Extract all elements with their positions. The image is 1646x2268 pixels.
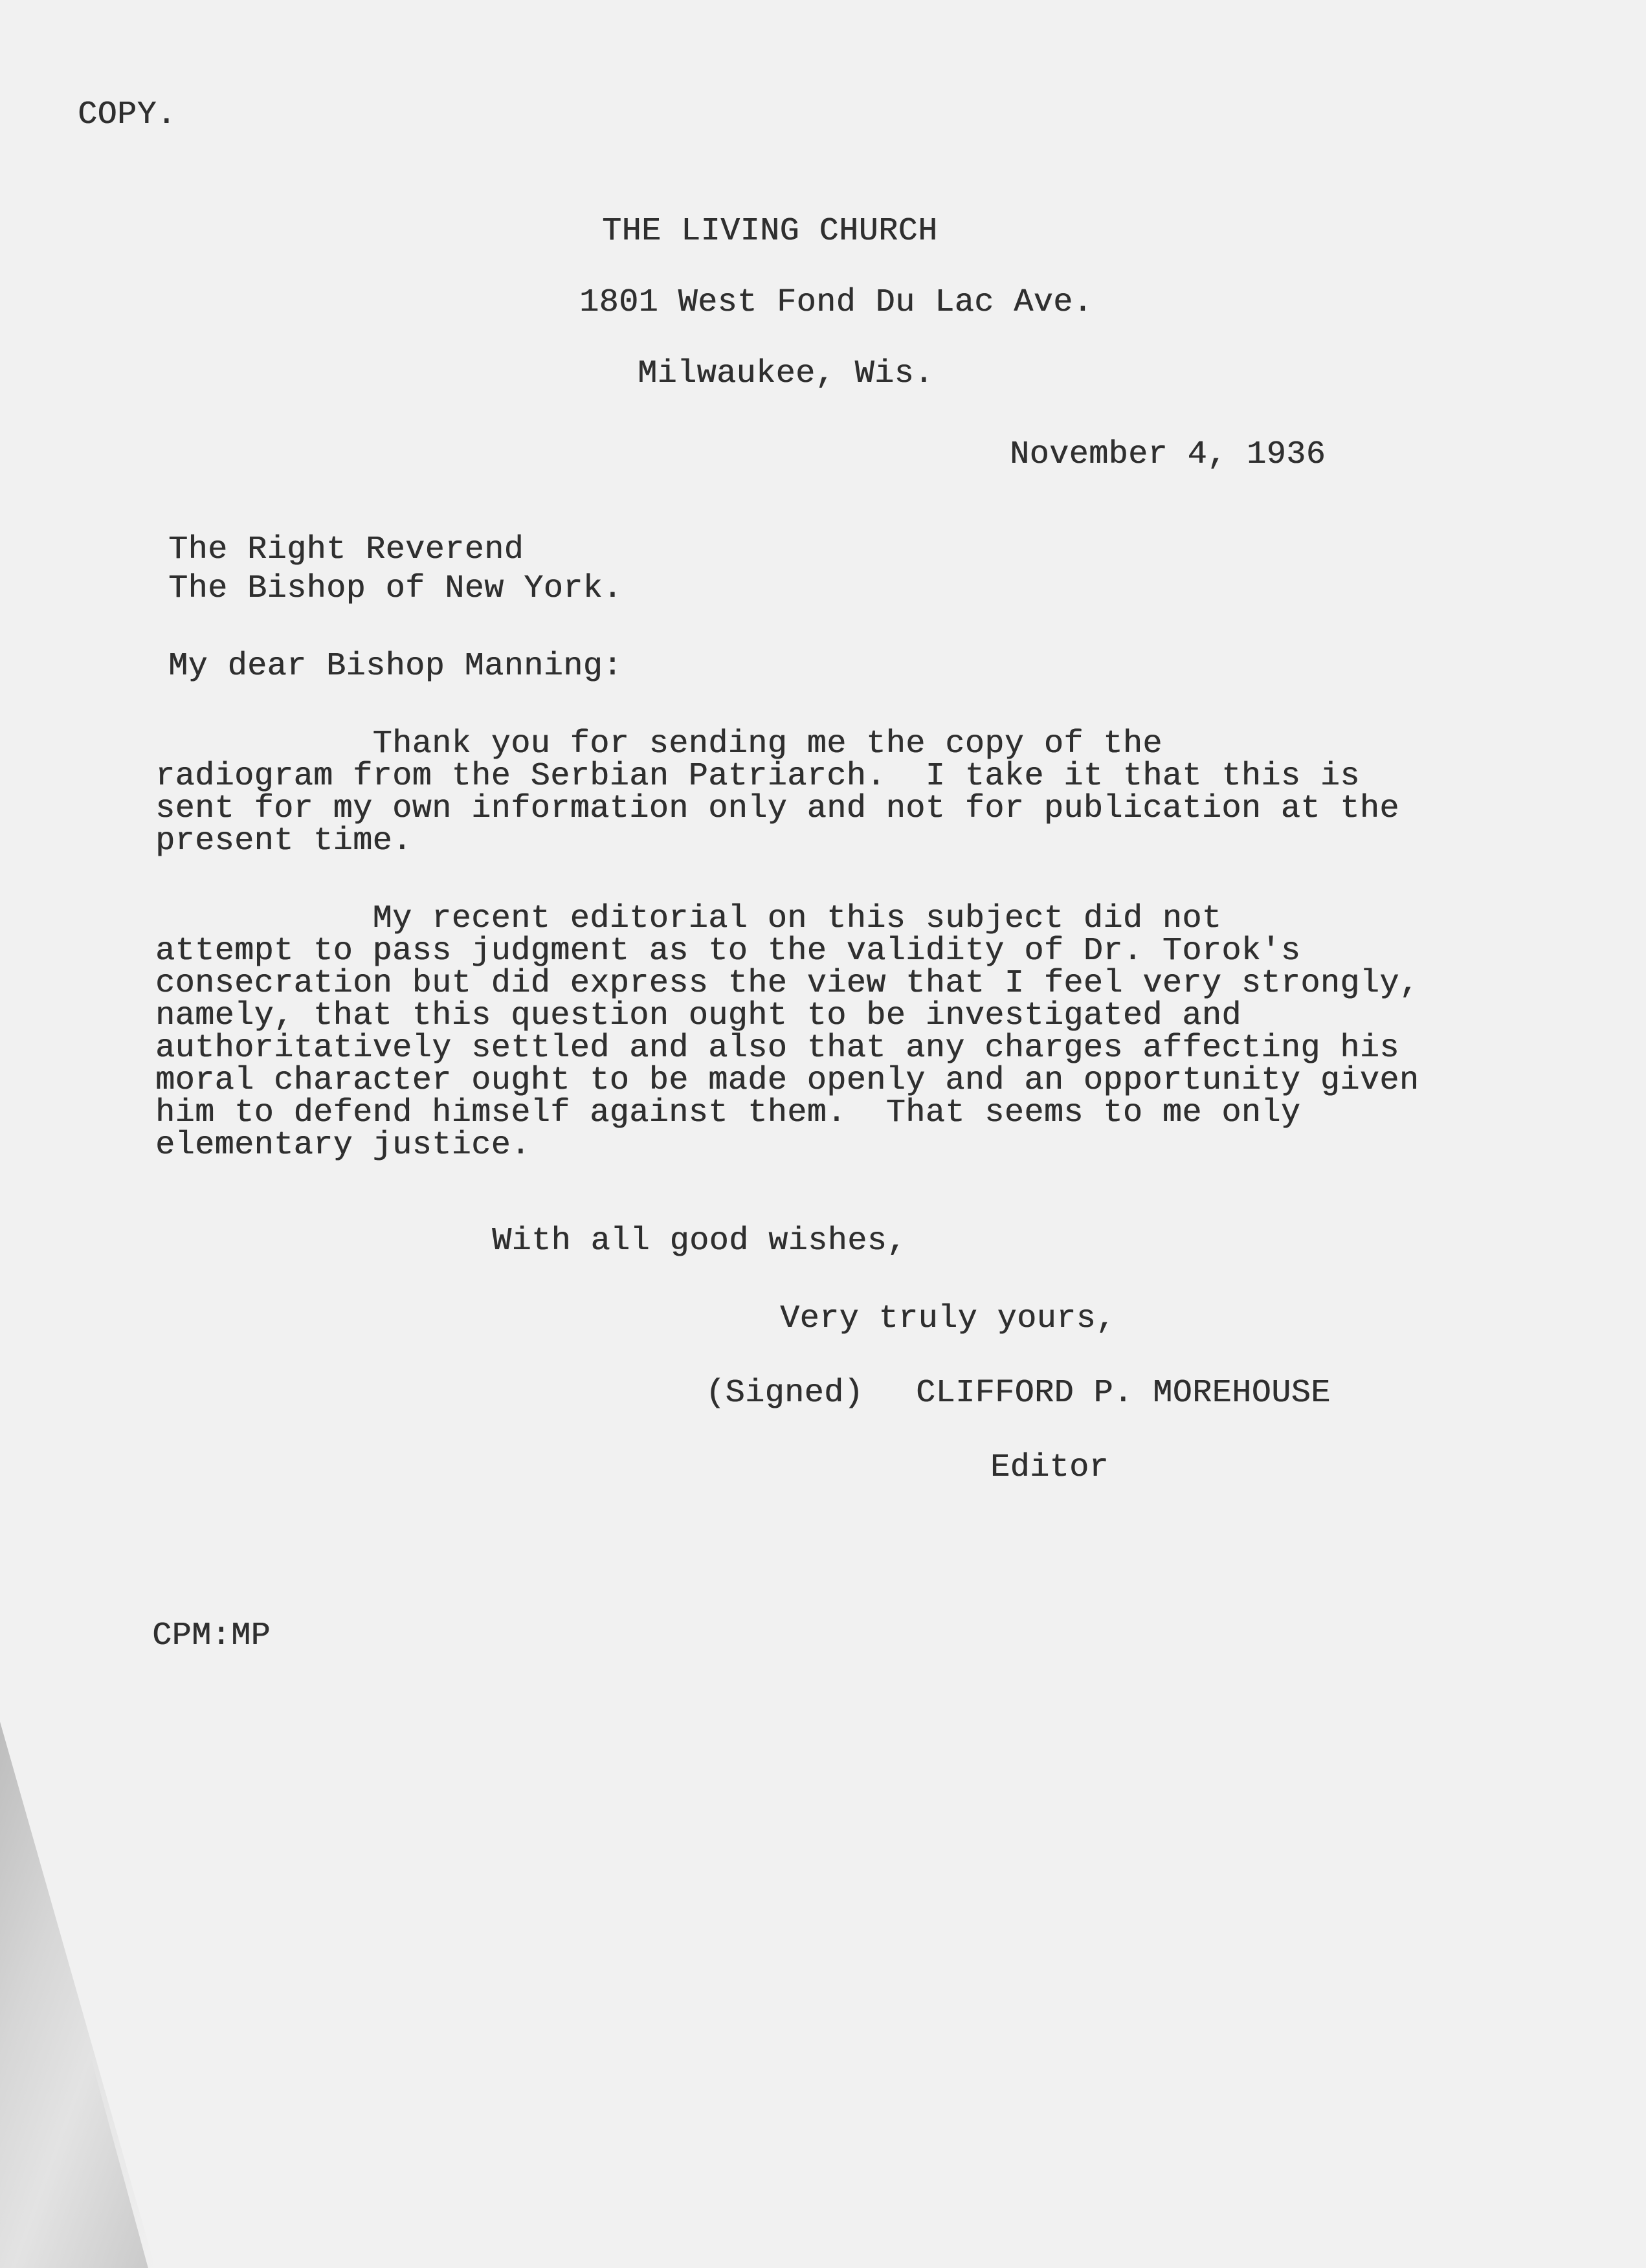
copy-label: COPY. (78, 96, 177, 133)
signed-note: (Signed) (706, 1375, 864, 1412)
signer-name: CLIFFORD P. MOREHOUSE (916, 1375, 1331, 1412)
reference-initials: CPM:MP (152, 1618, 271, 1654)
salutation: My dear Bishop Manning: (168, 648, 623, 685)
valediction: Very truly yours, (780, 1300, 1116, 1337)
signer-title: Editor (990, 1449, 1109, 1486)
body-paragraph-2: My recent editorial on this subject did not attempt to pass judgment as to the validity of Dr. Torok's consecration but did express the view that I feel very strongly, namely, that this question ought to be investigated and authoritatively settled and also that any charges affecting his moral character ought to be made openly and an opportunity given him to defend himself against them. That seems to me only elementary justice. (155, 900, 1419, 1164)
closing-line: With all good wishes, (492, 1223, 907, 1260)
letterhead-organization: THE LIVING CHURCH (602, 213, 938, 250)
recipient-line-2: The Bishop of New York. (168, 570, 623, 607)
letterhead-street: 1801 West Fond Du Lac Ave. (579, 284, 1093, 321)
letter-date: November 4, 1936 (1010, 436, 1326, 473)
recipient-line-1: The Right Reverend (168, 531, 524, 568)
letterhead-city: Milwaukee, Wis. (638, 355, 934, 392)
body-paragraph-1: Thank you for sending me the copy of the radiogram from the Serbian Patriarch. I take it that this is sent for my own information only and not for publication at the present time. (155, 726, 1399, 860)
